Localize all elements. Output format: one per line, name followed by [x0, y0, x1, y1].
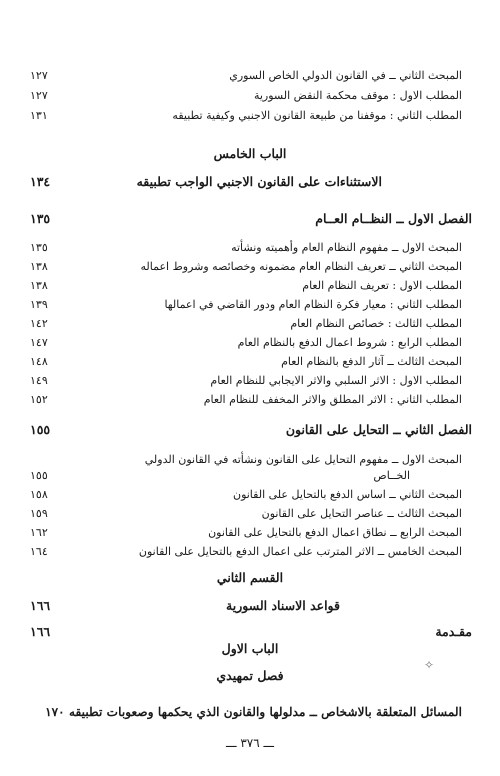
toc-entry-page: ١٤٩	[30, 374, 48, 387]
toc-entry	[30, 544, 462, 559]
toc-entry-title: قواعد الاسناد السورية	[226, 598, 340, 613]
toc-entry-page: ١٦٢	[30, 526, 48, 539]
toc-entry-page: ١٤٧	[30, 336, 48, 349]
toc-entry-page: ١٣٨	[30, 260, 48, 273]
toc-entry-page: ١٥٨	[30, 488, 48, 501]
toc-entry-page: ١٥٩	[30, 507, 48, 520]
toc-entry	[30, 88, 462, 103]
toc-entry-title: المبحث الثالث ــ آثار الدفع بالنظام العام	[281, 355, 462, 368]
toc-entry-page: ١٣١	[30, 109, 48, 122]
toc-heading-entry	[30, 598, 462, 613]
toc-entry-continuation	[30, 468, 462, 483]
toc-entry	[30, 240, 462, 255]
toc-entry-title: المبحث الثاني ــ في القانون الدولي الخاص السوري	[229, 69, 462, 82]
toc-entry-title: المطلب الثالث : خصائص النظام العام	[290, 317, 462, 330]
toc-entry-title: المبحث الخامس ــ الاثر المترتب على اعمال الدفع بالتحايل على القانون	[138, 545, 462, 558]
toc-entry	[30, 68, 462, 83]
toc-entry	[30, 354, 462, 369]
toc-chapter-entry	[30, 422, 472, 437]
toc-entry	[30, 108, 462, 123]
toc-entry	[30, 373, 462, 388]
toc-entry	[30, 335, 462, 350]
section-heading: فصل تمهيدي	[216, 668, 284, 683]
toc-entry-title: المبحث الثالث ــ عناصر التحايل على القانون	[261, 507, 462, 520]
section-heading: الباب الخامس	[213, 146, 287, 161]
toc-entry-title: المطلب الثاني : الاثر المطلق والاثر المخفف للنظام العام	[203, 393, 462, 406]
toc-final-entry: المسائل المتعلقة بالاشخاص ــ مدلولها والقانون الذي يحكمها وصعوبات تطبيقه ١٧٠	[45, 705, 462, 719]
toc-entry	[30, 506, 462, 521]
toc-entry-page: ١٦٦	[30, 624, 51, 639]
toc-entry-title: مقـدمة	[435, 624, 472, 639]
section-heading: القسم الثاني	[216, 570, 284, 585]
toc-entry-page: ١٤٨	[30, 355, 48, 368]
toc-entry-page: ١٥٥	[30, 469, 48, 482]
toc-entry-page: ١٣٨	[30, 279, 48, 292]
toc-entry-page: ١٦٤	[30, 545, 48, 558]
toc-entry	[30, 392, 462, 407]
toc-entry-title: الاستثناءات على القانون الاجنبي الواجب تطبيقه	[136, 174, 382, 189]
toc-entry	[30, 452, 462, 467]
toc-entry-page: ١٢٧	[30, 89, 48, 102]
toc-heading-entry	[30, 174, 462, 189]
toc-chapter-entry	[30, 211, 472, 226]
toc-entry-page: ١٥٥	[30, 422, 51, 437]
toc-entry-title: المطلب الرابع : شروط اعمال الدفع بالنظام العام	[237, 336, 462, 349]
toc-entry	[30, 525, 462, 540]
page-number: ـــ ٣٧٦ ـــ	[225, 736, 275, 750]
toc-entry-title: المبحث الثاني ــ تعريف النظام العام مضمونه وخصائصه وشروط اعماله	[140, 260, 462, 273]
toc-entry-title: الخــاص	[373, 469, 410, 482]
toc-entry-title: المبحث الاول ــ مفهوم التحايل على القانون ونشأته في القانون الدولي	[144, 453, 462, 466]
toc-entry-page: ١٥٢	[30, 393, 48, 406]
toc-entry	[30, 316, 462, 331]
toc-entry-page: ١٤٢	[30, 317, 48, 330]
toc-entry-title: المطلب الاول : موقف محكمة النقض السورية	[253, 89, 462, 102]
toc-entry-page: ١٢٧	[30, 69, 48, 82]
toc-intro-entry	[30, 624, 472, 639]
toc-entry-title: المبحث الاول ــ مفهوم النظام العام وأهميته ونشأته	[231, 241, 462, 254]
toc-entry-title: المطلب الاول : الاثر السلبي والاثر الايجابي للنظام العام	[210, 374, 462, 387]
toc-entry-title: المطلب الاول : تعريف النظام العام	[302, 279, 462, 292]
toc-entry-title: المطلب الثاني : موقفنا من طبيعة القانون الاجنبي وكيفية تطبيقه	[172, 109, 462, 122]
toc-entry	[30, 278, 462, 293]
toc-entry-page: ١٣٤	[30, 174, 51, 189]
toc-entry-page: ١٣٥	[30, 241, 48, 254]
toc-entry-title: المبحث الرابع ــ نطاق اعمال الدفع بالتحايل على القانون	[208, 526, 462, 539]
toc-entry	[30, 297, 462, 312]
toc-entry-title: المبحث الثاني ــ اساس الدفع بالتحايل على القانون	[232, 488, 462, 501]
stray-ink-mark: ✧	[424, 658, 435, 672]
toc-entry-title: الفصل الثاني ــ التحايل على القانون	[285, 422, 472, 437]
toc-entry-page: ١٣٥	[30, 211, 51, 226]
toc-entry	[30, 487, 462, 502]
toc-entry-title: الفصل الاول ــ النظــام العــام	[315, 211, 472, 226]
section-heading: الباب الاول	[221, 641, 279, 656]
toc-entry-title: المطلب الثاني : معيار فكرة النظام العام ودور القاضي في اعمالها	[164, 298, 462, 311]
toc-entry-page: ١٦٦	[30, 598, 51, 613]
toc-entry-page: ١٣٩	[30, 298, 48, 311]
toc-entry	[30, 259, 462, 274]
